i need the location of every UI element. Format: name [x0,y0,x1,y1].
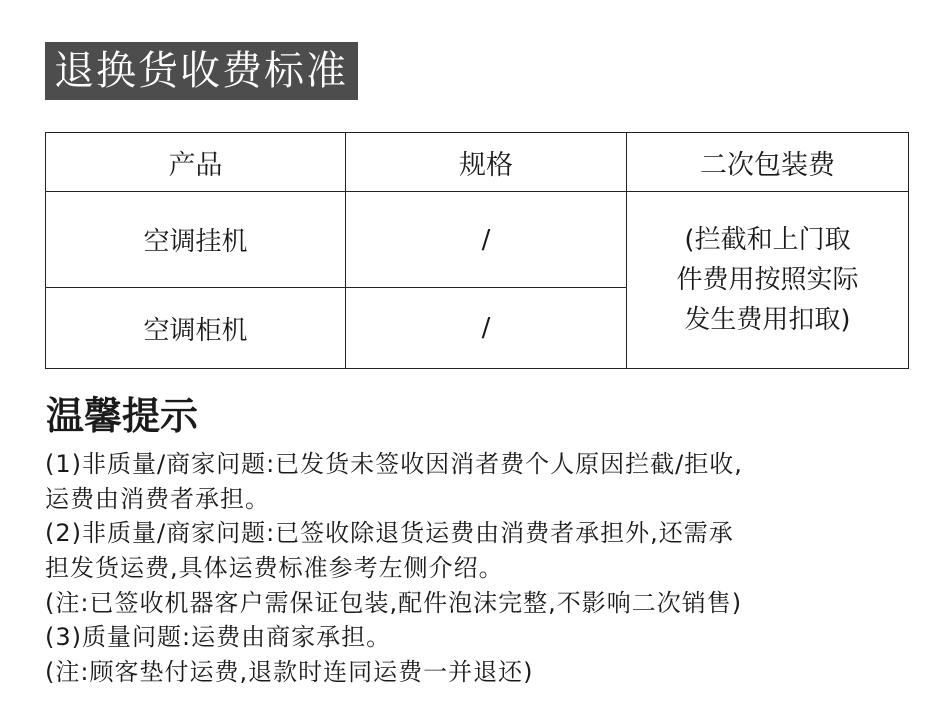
tip-line: 运费由消费者承担。 [45,484,270,513]
fee-table [45,132,909,369]
tip-line: (注:已签收机器客户需保证包装,配件泡沫完整,不影响二次销售) [45,588,743,617]
fee-note-line: 发生费用扣取) [684,305,851,335]
packaging-fee-note [627,192,909,369]
tip-line: (1)非质量/商家问题:已发货未签收因消者费个人原因拦截/拒收, [45,450,743,478]
tips-body [45,447,925,690]
spec-cell: / [346,192,627,288]
tip-line: (3)质量问题:运费由商家承担。 [45,623,392,652]
table-row [46,192,909,288]
column-header-packaging-fee: 二次包装费 [627,133,909,192]
fee-note-line: (拦截和上门取 [684,225,851,255]
column-header-spec: 规格 [346,133,627,192]
column-header-product: 产品 [46,133,346,192]
product-cell: 空调柜机 [46,288,346,369]
spec-cell: / [346,288,627,369]
table-header-row [46,133,909,192]
tip-line: (注:顾客垫付运费,退款时连同运费一并退还) [45,658,534,687]
tips-heading: 温馨提示 [46,394,199,438]
fee-note-line: 件费用按照实际 [676,265,859,295]
page-title: 退换货收费标准 [45,42,358,100]
tip-line: 担发货运费,具体运费标准参考左侧介绍。 [45,554,504,583]
tip-line: (2)非质量/商家问题:已签收除退货运费由消费者承担外,还需承 [45,519,734,548]
product-cell: 空调挂机 [46,192,346,288]
